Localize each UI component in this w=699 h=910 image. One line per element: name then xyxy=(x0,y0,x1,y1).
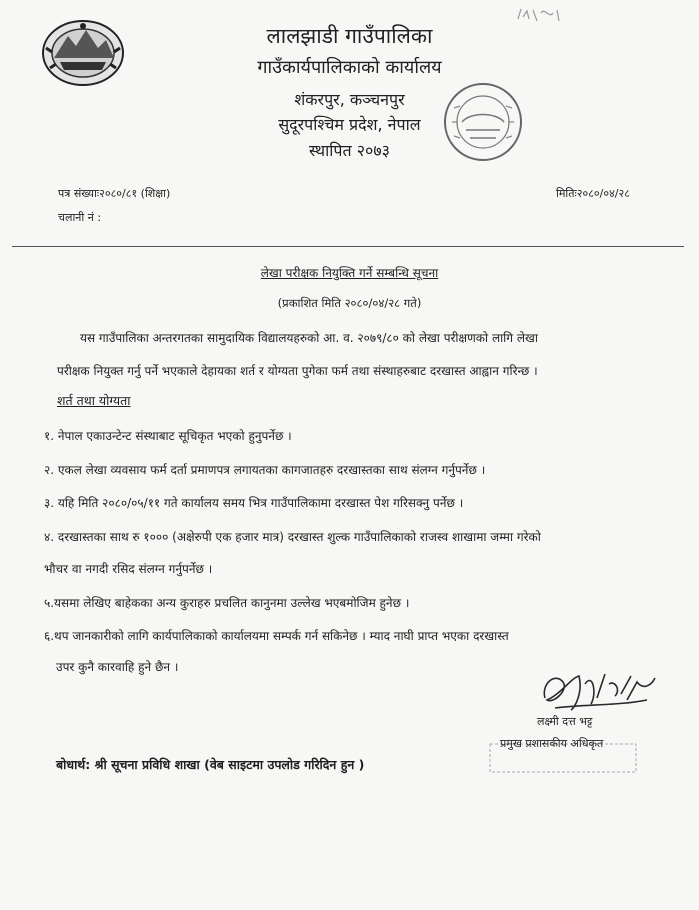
header-divider xyxy=(12,246,684,247)
condition-item-6-continued: उपर कुनै कारवाहि हुने छैन । xyxy=(56,660,179,674)
established-year: स्थापित २०७३ xyxy=(309,141,390,160)
condition-item-2: २. एकल लेखा व्यवसाय फर्म दर्ता प्रमाणपत्र लगायतका कागजातहरु दरखास्तका साथ संलग्न गर्नुपर्नेछ । xyxy=(44,463,486,477)
office-address: शंकरपुर, कञ्चनपुर xyxy=(294,90,405,109)
notice-title: लेखा परीक्षक नियुक्ति गर्ने सम्बन्धि सूचना xyxy=(260,266,439,280)
dispatch-number: चलानी नं : xyxy=(58,211,102,224)
condition-item-3: ३. यहि मिति २०८०/०५/११ गते कार्यालय समय भित्र गाउँपालिकामा दरखास्त पेश गरिसक्नु पर्नेछ । xyxy=(44,496,464,510)
signatory-name: लक्ष्मी दत्त भट्ट xyxy=(537,715,593,728)
condition-item-4-continued: भौचर वा नगदी रसिद संलग्न गर्नुपर्नेछ । xyxy=(44,562,213,576)
letter-date: मितिः२०८०/०४/२८ xyxy=(556,187,630,200)
condition-item-5: ५.यसमा लेखिए बाहेकका अन्य कुराहरु प्रचलित कानुनमा उल्लेख भएबमोजिम हुनेछ । xyxy=(44,596,410,610)
intro-paragraph-line-1: यस गाउँपालिका अन्तरगतका सामुदायिक विद्यालयहरुको आ. व. २०७९/८० को लेखा परीक्षणको लागि लेखा xyxy=(80,331,538,345)
condition-item-4: ४. दरखास्तका साथ रु १००० (अक्षेरुपी एक हजार मात्र) दरखास्त शुल्क गाउँपालिकाको राजस्व शाखामा जम्मा गरेको xyxy=(44,530,541,544)
condition-item-1: १. नेपाल एकाउन्टेन्ट संस्थाबाट सूचिकृत भएको हुनुपर्नेछ । xyxy=(44,429,292,443)
handwritten-signature xyxy=(535,664,665,716)
reference-number: पत्र संख्याः२०८०/८१ (शिक्षा) xyxy=(58,187,171,200)
condition-item-6: ६.थप जानकारीको लागि कार्यपालिकाको कार्यालयमा सम्पर्क गर्न सकिनेछ । म्याद नाघी प्राप्त भएका दरखास्त xyxy=(44,629,509,643)
province-country: सुदूरपश्चिम प्रदेश, नेपाल xyxy=(278,115,421,134)
intro-paragraph-line-2: परीक्षक नियुक्त गर्नु पर्ने भएकाले देहायका शर्त र योग्यता पुगेका फर्म तथा संस्थाहरुबाट दरखास्त आह्वान गरिन्छ । xyxy=(57,364,538,378)
office-seal-stamp xyxy=(440,78,526,166)
signatory-title: प्रमुख प्रशासकीय अधिकृत xyxy=(500,737,604,750)
office-name: गाउँकार्यपालिकाको कार्यालय xyxy=(257,57,442,78)
copy-to-note: बोधार्थ: श्री सूचना प्रविधि शाखा (वेब साइटमा उपलोड गरिदिन हुन ) xyxy=(56,757,365,772)
conditions-heading: शर्त तथा योग्यता xyxy=(57,393,131,408)
municipality-name: लालझाडी गाउँपालिका xyxy=(266,24,433,48)
published-date: (प्रकाशित मिति २०८०/०४/२८ गते) xyxy=(277,296,422,310)
